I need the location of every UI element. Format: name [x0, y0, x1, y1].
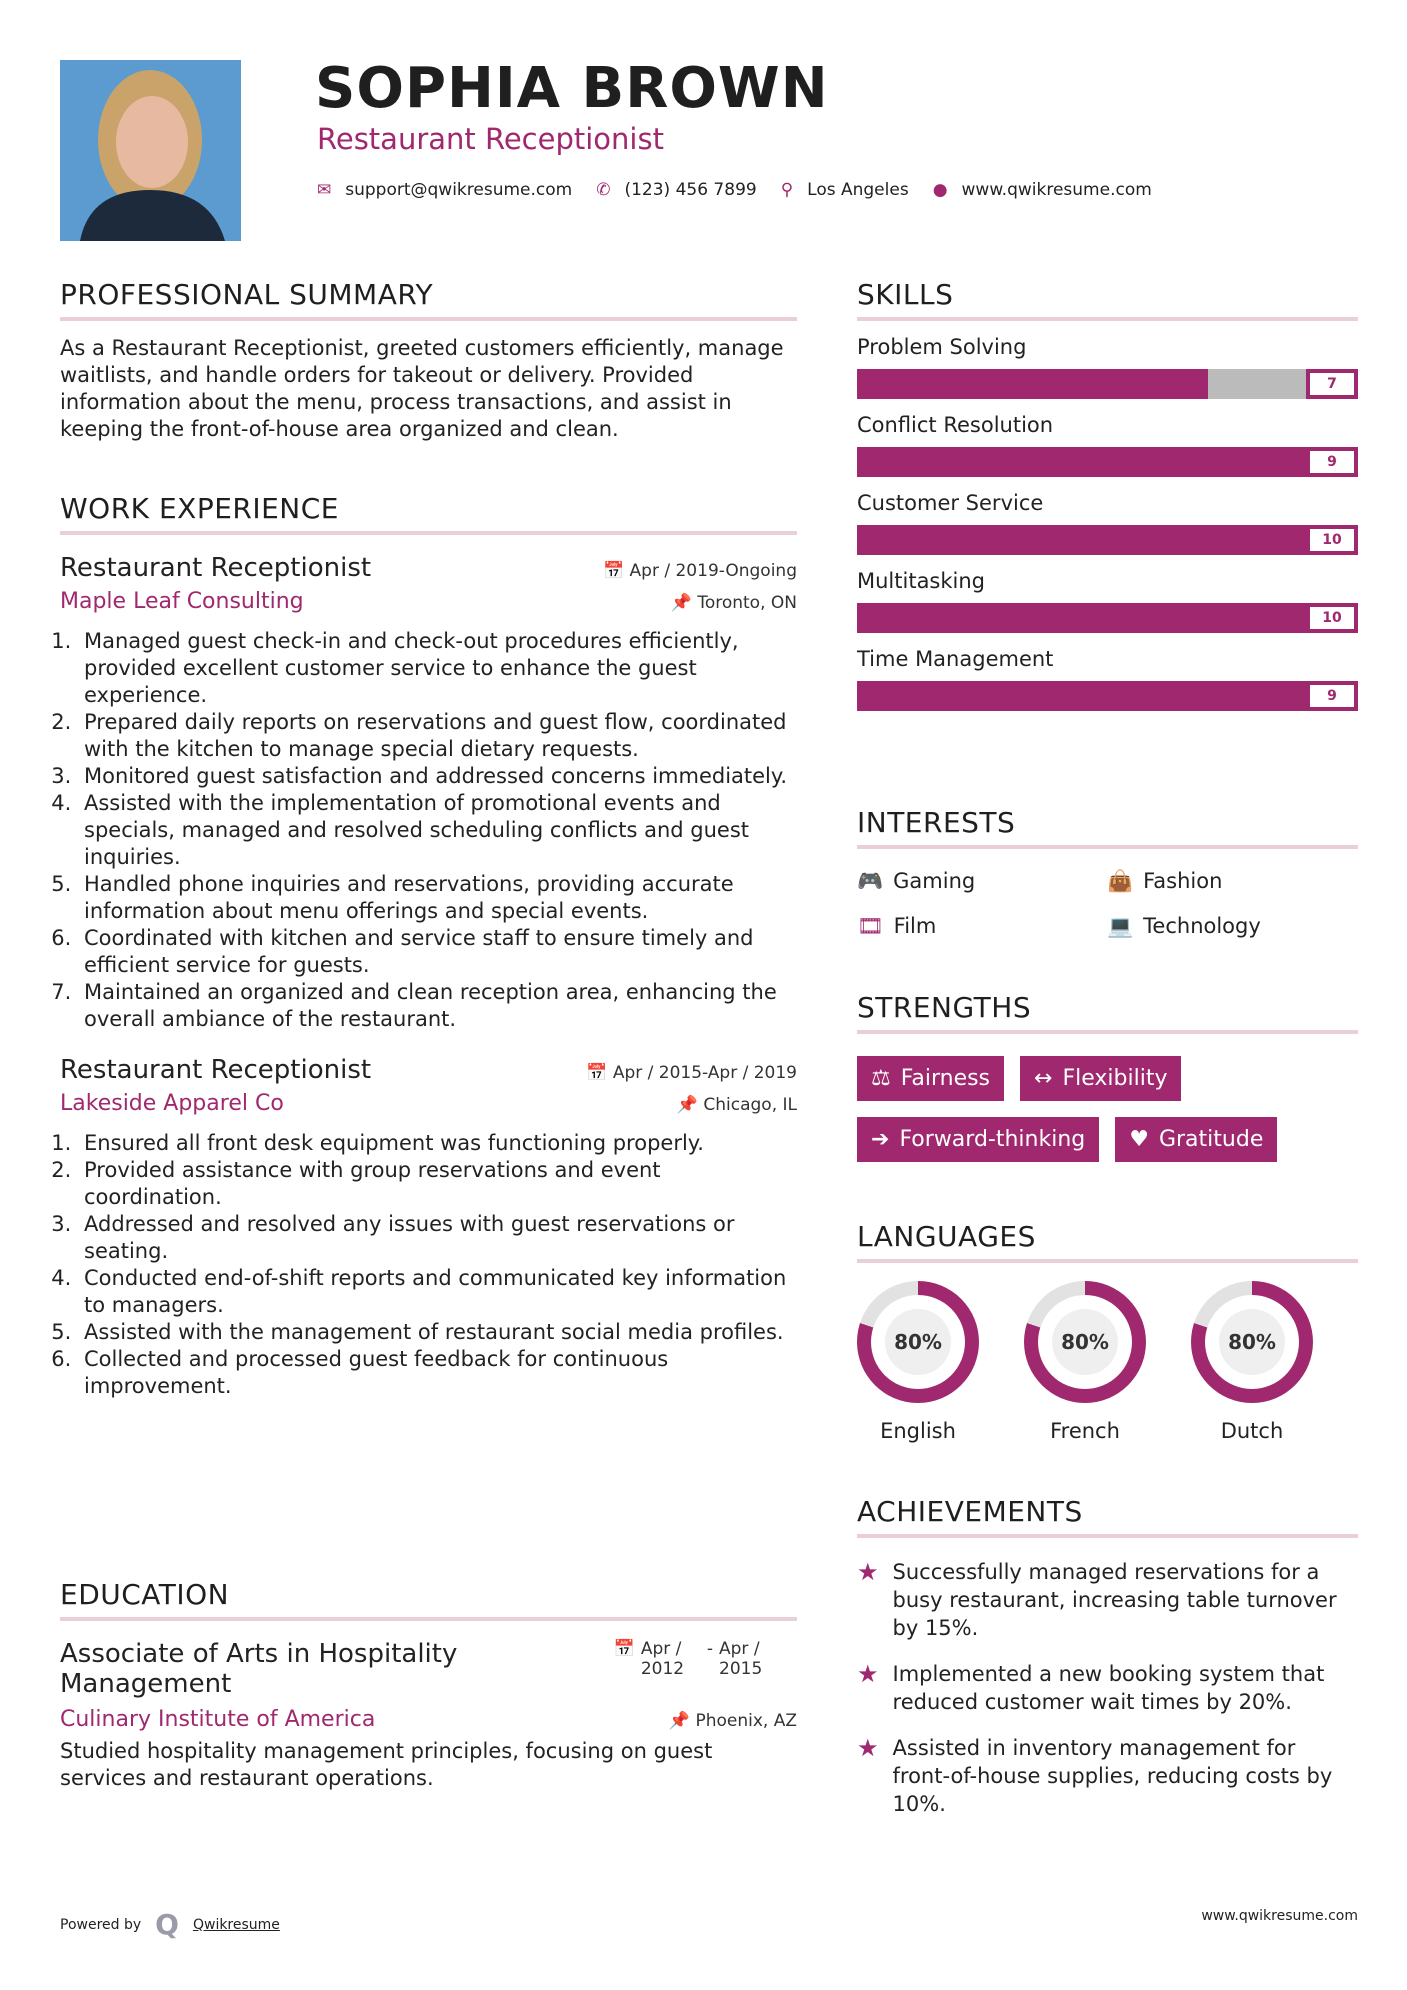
- arrow-right-icon: ➔: [871, 1127, 890, 1152]
- pin-icon: 📌: [668, 1711, 691, 1731]
- section-heading: ACHIEVEMENTS: [857, 1495, 1358, 1538]
- language-percent: 80%: [885, 1309, 951, 1375]
- shopping-bag-icon: 👜: [1107, 869, 1134, 893]
- skill-bar-fill: [857, 525, 1358, 555]
- interest-label: Film: [893, 914, 937, 938]
- strength-badge: [1020, 1056, 1181, 1101]
- section-heading: EDUCATION: [60, 1578, 797, 1621]
- list-item: 6. Coordinated with kitchen and service staff to ensure timely and efficient service for guests.: [78, 925, 797, 979]
- powered-by-text: Powered by: [60, 1916, 142, 1933]
- strength-badge: [857, 1056, 1004, 1101]
- phone-text: (123) 456 7899: [624, 180, 757, 200]
- list-item: 5. Handled phone inquiries and reservations, providing accurate information about menu offerings and special events.: [78, 871, 797, 925]
- film-icon: 🎞: [857, 914, 884, 938]
- education-text: Studied hospitality management principles, focusing on guest services and restaurant operations.: [60, 1739, 713, 1790]
- interest-label: Technology: [1143, 914, 1261, 938]
- section-heading: PROFESSIONAL SUMMARY: [60, 278, 797, 321]
- laptop-icon: 💻: [1107, 914, 1134, 938]
- skill-score: 9: [1306, 447, 1358, 477]
- interest-item: [857, 869, 1107, 894]
- list-item: 1. Managed guest check-in and check-out procedures efficiently, provided excellent customer service to enhance the guest experience.: [78, 628, 797, 709]
- summary-text: As a Restaurant Receptionist, greeted customers efficiently, manage waitlists, and handle orders for takeout or delivery. Provided information about the menu, process transactions, and assist in keeping the front-of-house area organized and clean.: [60, 336, 784, 441]
- interest-item: [1107, 914, 1357, 939]
- skill-item: [857, 569, 1358, 633]
- skill-label: Conflict Resolution: [857, 413, 1054, 437]
- job-title: Restaurant Receptionist: [60, 1055, 372, 1085]
- interest-item: [1107, 869, 1357, 894]
- skill-score: 10: [1306, 603, 1358, 633]
- achievement-item: [857, 1660, 1358, 1716]
- achievement-text: Successfully managed reservations for a busy restaurant, increasing table turnover by 15%.: [892, 1560, 1337, 1640]
- skill-bar-fill: [857, 447, 1308, 477]
- language-progress-ring: [857, 1281, 979, 1403]
- section-heading: WORK EXPERIENCE: [60, 492, 797, 535]
- skill-item: [857, 413, 1358, 477]
- degree-title: Associate of Arts in Hospitality Management: [60, 1639, 458, 1699]
- arrows-horizontal-icon: ↔: [1034, 1066, 1053, 1091]
- location-text: Los Angeles: [807, 180, 909, 200]
- strengths-section: [857, 991, 1358, 1162]
- interest-label: Gaming: [893, 869, 976, 893]
- section-heading: STRENGTHS: [857, 991, 1358, 1034]
- skill-bar: [857, 603, 1358, 633]
- gamepad-icon: 🎮: [857, 869, 884, 893]
- achievement-item: [857, 1558, 1358, 1642]
- star-icon: ★: [857, 1660, 879, 1688]
- list-item: 3. Monitored guest satisfaction and addressed concerns immediately.: [78, 763, 797, 790]
- language-name: English: [880, 1419, 956, 1443]
- balance-scale-icon: ⚖: [871, 1066, 891, 1091]
- skills-section: [857, 278, 1358, 711]
- edu-end: Apr / 2015: [719, 1639, 763, 1679]
- strength-badge: [857, 1117, 1099, 1162]
- skill-item: [857, 491, 1358, 555]
- language-name: French: [1050, 1419, 1120, 1443]
- language-progress-ring: [1024, 1281, 1146, 1403]
- skill-score: 10: [1306, 525, 1358, 555]
- job-entry: [60, 1055, 797, 1400]
- job-entry: [60, 553, 797, 1033]
- strength-badge: [1115, 1117, 1277, 1162]
- interest-label: Fashion: [1143, 869, 1223, 893]
- brand-link[interactable]: Qwikresume: [192, 1916, 280, 1933]
- calendar-icon: 📅: [586, 1063, 608, 1083]
- edu-start: Apr / 2012: [640, 1639, 685, 1679]
- list-item: 6. Collected and processed guest feedback for continuous improvement.: [78, 1346, 797, 1400]
- calendar-icon: 📅: [613, 1639, 635, 1659]
- skill-bar-fill: [857, 681, 1308, 711]
- summary-section: [60, 278, 797, 443]
- qwikresume-logo-icon: Q: [155, 1908, 179, 1941]
- interest-item: [857, 914, 1107, 939]
- achievement-text: Implemented a new booking system that reduced customer wait times by 20%.: [892, 1662, 1325, 1714]
- website-link[interactable]: www.qwikresume.com: [961, 180, 1152, 200]
- skill-bar: [857, 681, 1358, 711]
- heart-icon: ♥: [1129, 1127, 1149, 1152]
- job-bullets: [60, 1130, 797, 1400]
- list-item: 4. Assisted with the implementation of promotional events and specials, managed and resolved scheduling conflicts and guest inquiries.: [78, 790, 797, 871]
- star-icon: ★: [857, 1734, 879, 1762]
- candidate-title: Restaurant Receptionist: [317, 122, 664, 156]
- pin-icon: 📌: [670, 593, 692, 613]
- skill-item: [857, 335, 1358, 399]
- footer-left: [60, 1908, 280, 1941]
- section-heading: SKILLS: [857, 278, 1358, 321]
- skill-item: [857, 647, 1358, 711]
- star-icon: ★: [857, 1558, 879, 1586]
- contact-bar: [317, 180, 1166, 200]
- edu-location: Phoenix, AZ: [695, 1711, 797, 1731]
- achievements-section: [857, 1495, 1358, 1818]
- job-location: Toronto, ON: [697, 593, 797, 613]
- skill-label: Problem Solving: [857, 335, 1027, 359]
- profile-photo: [60, 60, 241, 241]
- language-progress-ring: [1191, 1281, 1313, 1403]
- skill-label: Multitasking: [857, 569, 986, 593]
- achievement-item: [857, 1734, 1358, 1818]
- map-pin-icon: ⚲: [780, 180, 794, 200]
- skill-bar: [857, 369, 1358, 399]
- skill-label: Customer Service: [857, 491, 1044, 515]
- list-item: 7. Maintained an organized and clean reception area, enhancing the overall ambiance of the restaurant.: [78, 979, 797, 1033]
- language-name: Dutch: [1220, 1419, 1284, 1443]
- skill-bar: [857, 525, 1358, 555]
- job-dates: Apr / 2019-Ongoing: [629, 561, 797, 581]
- strength-label: Fairness: [900, 1066, 991, 1091]
- achievement-text: Assisted in inventory management for front-of-house supplies, reducing costs by 10%.: [892, 1736, 1333, 1816]
- list-item: 4. Conducted end-of-shift reports and communicated key information to managers.: [78, 1265, 797, 1319]
- language-percent: 80%: [1052, 1309, 1118, 1375]
- languages-section: [857, 1220, 1358, 1443]
- globe-icon: ●: [932, 180, 948, 200]
- experience-section: [60, 492, 797, 1400]
- footer-site-link[interactable]: www.qwikresume.com: [1201, 1908, 1358, 1924]
- list-item: 5. Assisted with the management of restaurant social media profiles.: [78, 1319, 797, 1346]
- job-dates: Apr / 2015-Apr / 2019: [612, 1063, 797, 1083]
- job-bullets: [60, 628, 797, 1033]
- list-item: 2. Provided assistance with group reservations and event coordination.: [78, 1157, 797, 1211]
- company-name: Maple Leaf Consulting: [60, 589, 304, 614]
- strength-label: Flexibility: [1062, 1066, 1168, 1091]
- phone-icon: ✆: [596, 180, 611, 200]
- list-item: 3. Addressed and resolved any issues with guest reservations or seating.: [78, 1211, 797, 1265]
- list-item: 1. Ensured all front desk equipment was functioning properly.: [78, 1130, 797, 1157]
- job-location: Chicago, IL: [703, 1095, 797, 1115]
- skill-score: 9: [1306, 681, 1358, 711]
- strength-label: Forward-thinking: [899, 1127, 1086, 1152]
- company-name: Lakeside Apparel Co: [60, 1091, 284, 1116]
- strength-label: Gratitude: [1158, 1127, 1264, 1152]
- skill-bar-fill: [857, 603, 1358, 633]
- skill-label: Time Management: [857, 647, 1054, 671]
- section-heading: INTERESTS: [857, 806, 1358, 849]
- language-item: [1191, 1281, 1313, 1443]
- language-item: [1024, 1281, 1146, 1443]
- list-item: 2. Prepared daily reports on reservations and guest flow, coordinated with the kitchen to manage special dietary requests.: [78, 709, 797, 763]
- candidate-name: SOPHIA BROWN: [315, 56, 829, 121]
- language-item: [857, 1281, 979, 1443]
- section-heading: LANGUAGES: [857, 1220, 1358, 1263]
- school-name: Culinary Institute of America: [60, 1707, 376, 1732]
- skill-bar-fill: [857, 369, 1208, 399]
- calendar-icon: 📅: [602, 561, 625, 581]
- language-percent: 80%: [1219, 1309, 1285, 1375]
- interests-section: [857, 806, 1358, 939]
- skill-score: 7: [1306, 369, 1358, 399]
- envelope-icon: ✉: [317, 180, 332, 200]
- skill-bar: [857, 447, 1358, 477]
- job-title: Restaurant Receptionist: [60, 553, 372, 583]
- pin-icon: 📌: [676, 1095, 698, 1115]
- email-link[interactable]: support@qwikresume.com: [345, 180, 573, 200]
- education-section: EDUCATION Associate of Arts in Hospitality Management 📅 Apr / 2012 - Apr / 2015 Culinary Institute of America 📌 Phoenix, AZ Studied hospitality management principles, focusing on guest services and restaurant operations.: [60, 1578, 797, 1790]
